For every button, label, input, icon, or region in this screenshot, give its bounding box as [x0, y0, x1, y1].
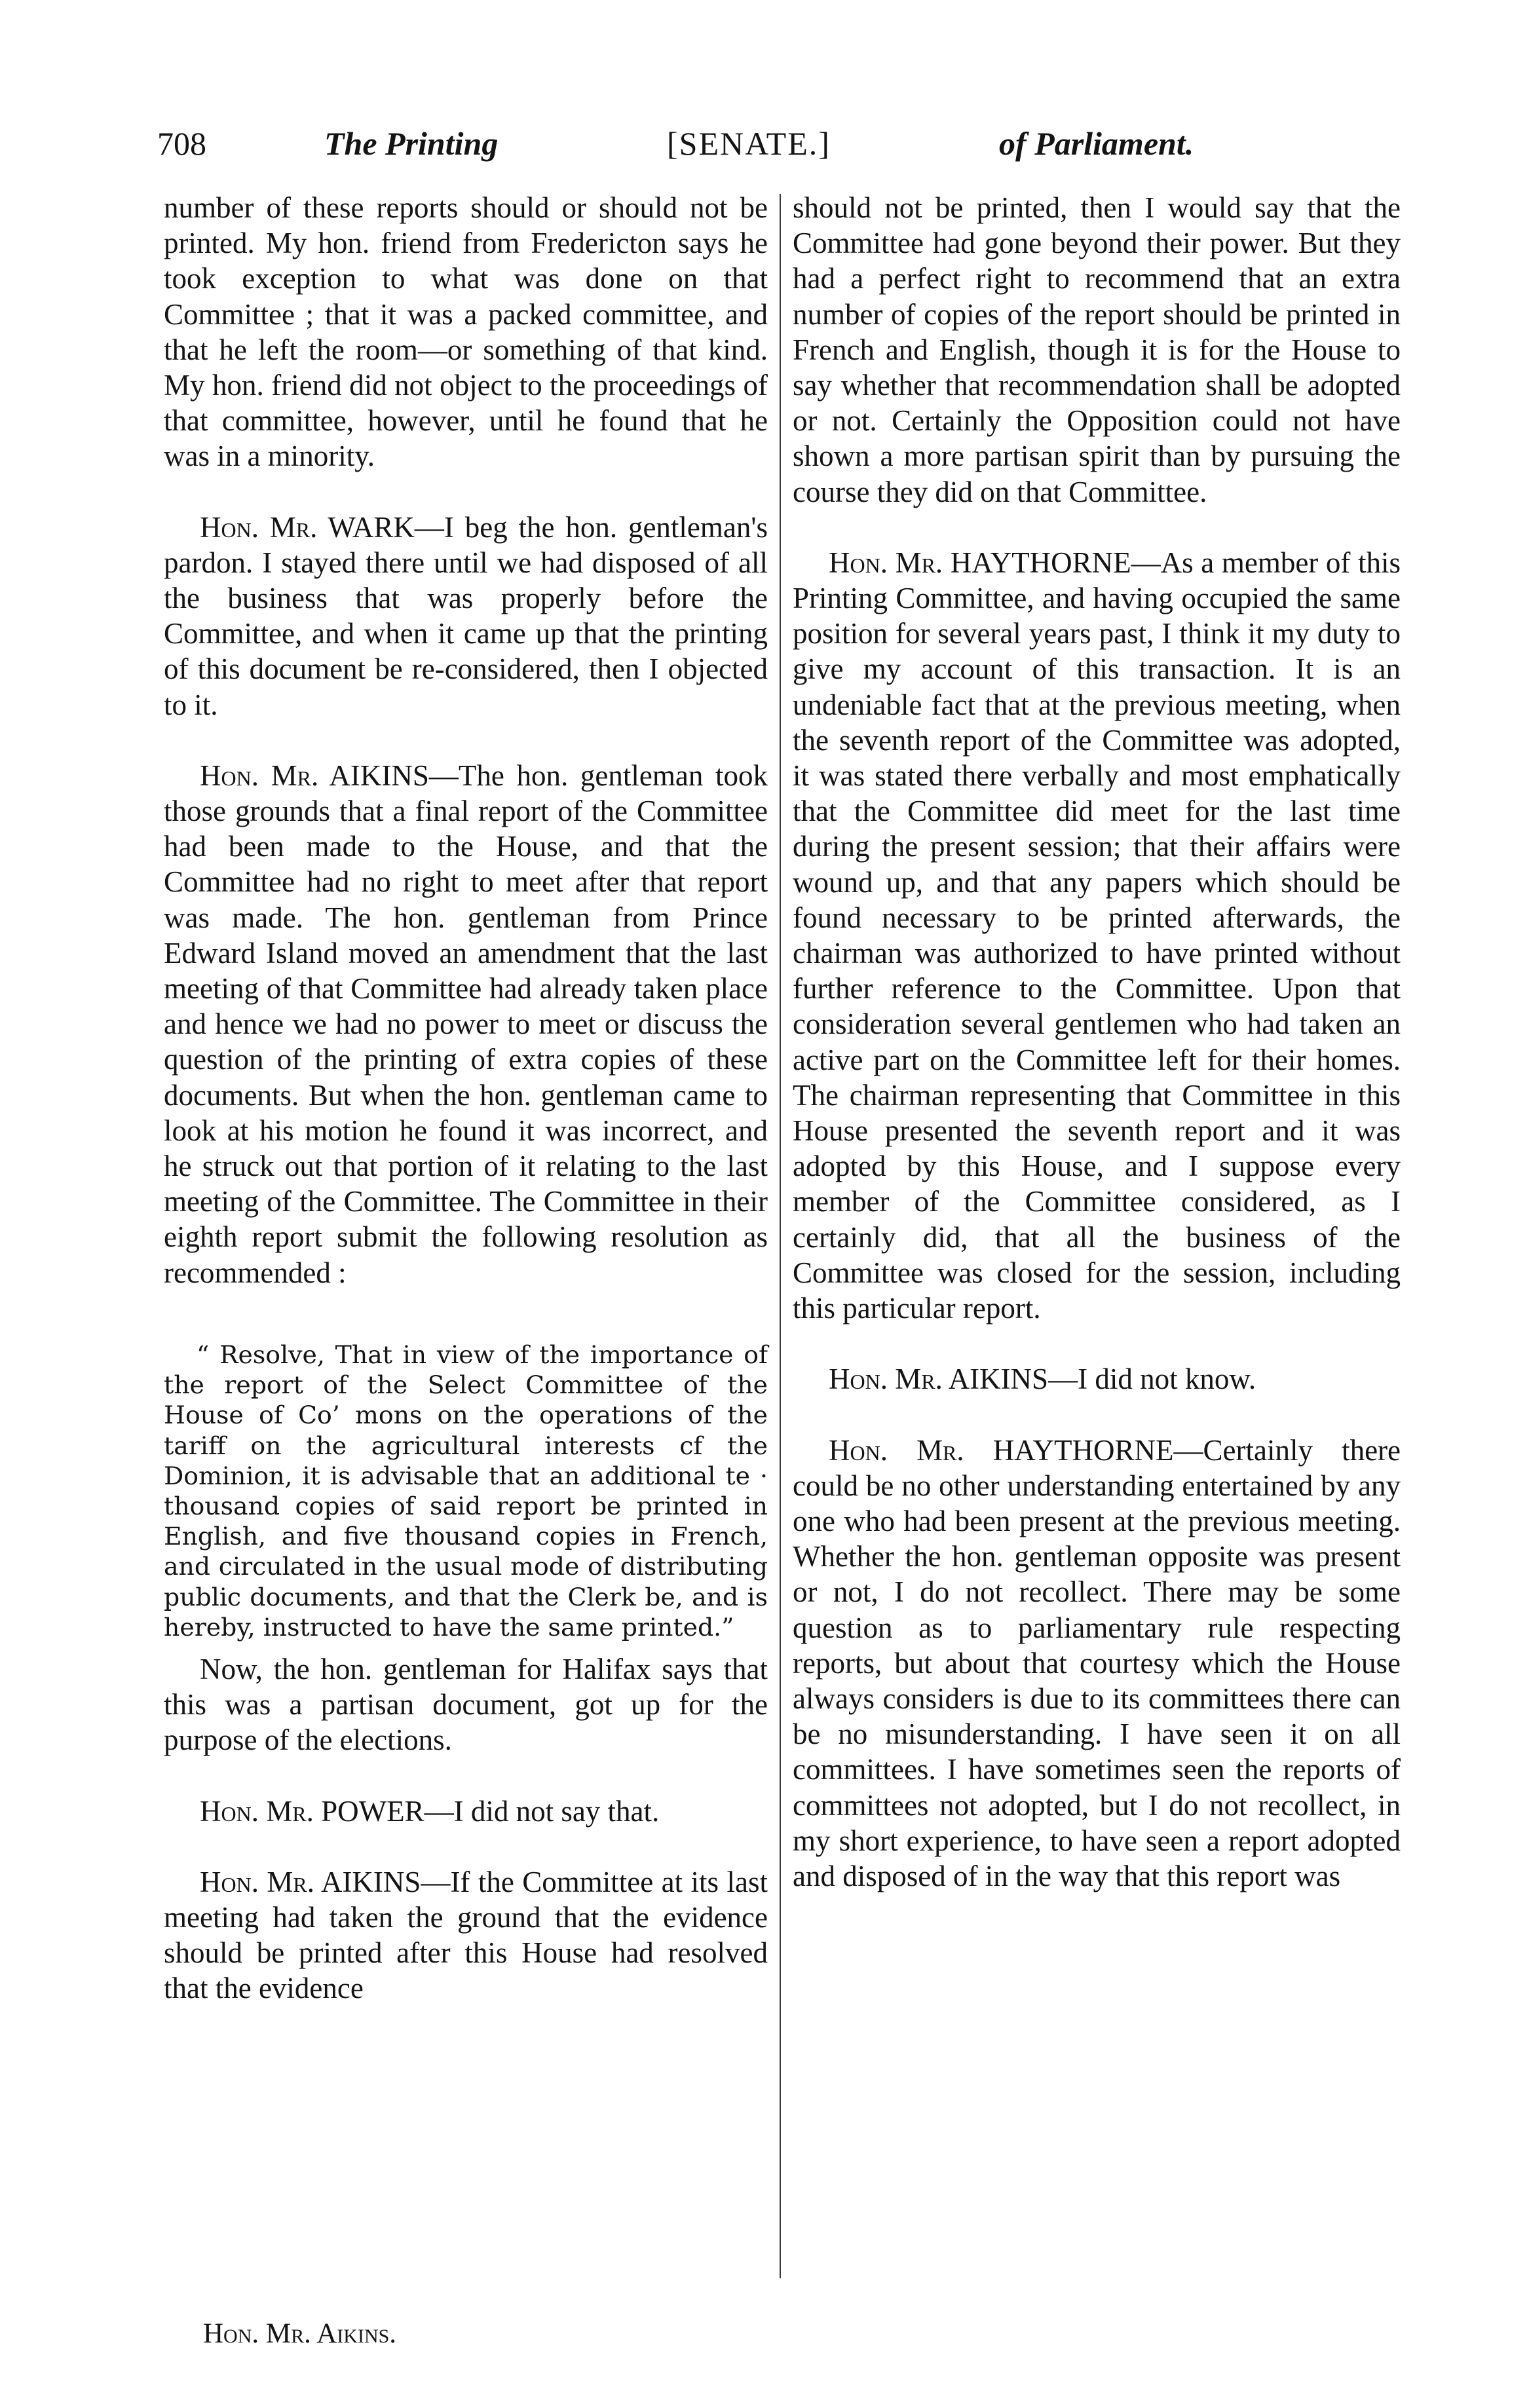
speaker-name: Hon. Mr. AIKINS — [829, 1363, 1049, 1396]
catchword: Hon. Mr. Aikins. — [203, 2318, 397, 2349]
paragraph — [793, 545, 1401, 1326]
paragraph — [164, 1864, 768, 2006]
quoted-resolution: “ Resolve, That in view of the importance of the report of the Select Committee of the House of Co’ mons on the operations of the tariff on the agricultural interests cf the Dominion, it is advisable that an additional te · thousand copies of said report be printed in English, and five thousand copies in French, and circulated in the usual mode of distributing public documents, and that the Clerk be, and is hereby, instructed to have the same printed.” — [164, 1340, 768, 1642]
running-header — [157, 115, 1405, 172]
header-left-title: The Printing — [324, 125, 499, 162]
speech-text: —I did not know. — [1048, 1363, 1256, 1396]
speaker-name: Hon. Mr. HAYTHORNE — [829, 546, 1131, 579]
paragraph — [793, 1433, 1401, 1894]
header-center-title: [SENATE.] — [667, 125, 831, 162]
paragraph — [164, 1794, 768, 1829]
paragraph: number of these reports should or should not be printed. My hon. friend from Fredericton says he took exception to what was done on that Committee ; that it was a packed committee, and that he left the room—or something of that kind. My hon. friend did not object to the proceedings of that committee, however, until he found that he was in a minority. — [164, 191, 768, 473]
speech-text: —The hon. gentleman took those grounds that a final report of the Committee had been made to the House, and that the Committee had no right to meet after that report was made. The hon. gentleman from Prince Edward Island moved an amendment that the last meeting of that Committee had already taken place and hence we had no power to meet or discuss the question of the printing of extra copies of these documents. But when the hon. gentleman came to look at his motion he found it was incorrect, and he struck out that portion of it relating to the last meeting of the Committee. The Committee in their eighth report submit the following resolution as recommended : — [164, 759, 768, 1289]
left-column — [164, 190, 768, 2006]
speech-text: —As a member of this Printing Committee, and having occupied the same position for several years past, I think it my duty to give my account of this transaction. It is an undeniable fact that at the previous meeting, when the seventh report of the Committee was adopted, it was stated there verbally and most emphatically that the Committee did meet for the last time during the present session; that their affairs were wound up, and that any papers which should be found necessary to be printed afterwards, the chairman was authorized to have printed without further reference to the Committee. Upon that consideration several gentlemen who had taken an active part on the Committee left for their homes. The chairman representing that Committee in this House presented the seventh report and it was adopted by this House, and I suppose every member of the Committee considered, as I certainly did, that all the business of the Committee was closed for the session, including this particular report. — [793, 546, 1401, 1325]
paragraph — [164, 758, 768, 1290]
paragraph — [793, 1361, 1401, 1397]
speaker-name: Hon. Mr. POWER — [200, 1794, 425, 1828]
speaker-name: Hon. Mr. AIKINS — [200, 759, 429, 792]
speaker-name: Hon. Mr. AIKINS — [200, 1865, 421, 1898]
speech-text: —Certainly there could be no other understanding entertained by any one who had been present at the previous meeting. Whether the hon. gentleman opposite was present or not, I do not recollect. There may be some question as to parliamentary rule respecting reports, but about that courtesy which the House always considers is due to its committees there can be no misunderstanding. I have seen it on all committees. I have sometimes seen the reports of committees not adopted, but I do not recollect, in my short experience, to have seen a report adopted and disposed of in the way that this report was — [793, 1433, 1401, 1892]
right-column — [793, 190, 1401, 1894]
speaker-name: Hon. Mr. HAYTHORNE — [829, 1433, 1174, 1467]
speech-text: —I beg the hon. gentleman's pardon. I stayed there until we had disposed of all the business that was properly before the Committee, and when it came up that the printing of this document be re-considered, then I objected to it. — [164, 510, 768, 721]
speech-text: —I did not say that. — [424, 1794, 660, 1828]
speech-text: —If the Committee at its last meeting had taken the ground that the evidence should be printed after this House had resolved that the evidence — [164, 1865, 768, 2005]
column-divider — [780, 194, 781, 2278]
page-number: 708 — [157, 125, 206, 162]
paragraph: Now, the hon. gentleman for Halifax says that this was a partisan document, got up for the purpose of the elections. — [164, 1652, 768, 1757]
paragraph: should not be printed, then I would say that the Committee had gone beyond their power. But they had a perfect right to recommend that an extra number of copies of the report should be printed in French and English, though it is for the House to say whether that recommendation shall be adopted or not. Certainly the Opposition could not have shown a more partisan spirit than by pursuing the course they did on that Committee. — [793, 191, 1401, 508]
paragraph — [164, 510, 768, 723]
speaker-name: Hon. Mr. WARK — [200, 510, 415, 544]
header-right-title: of Parliament. — [999, 125, 1194, 162]
